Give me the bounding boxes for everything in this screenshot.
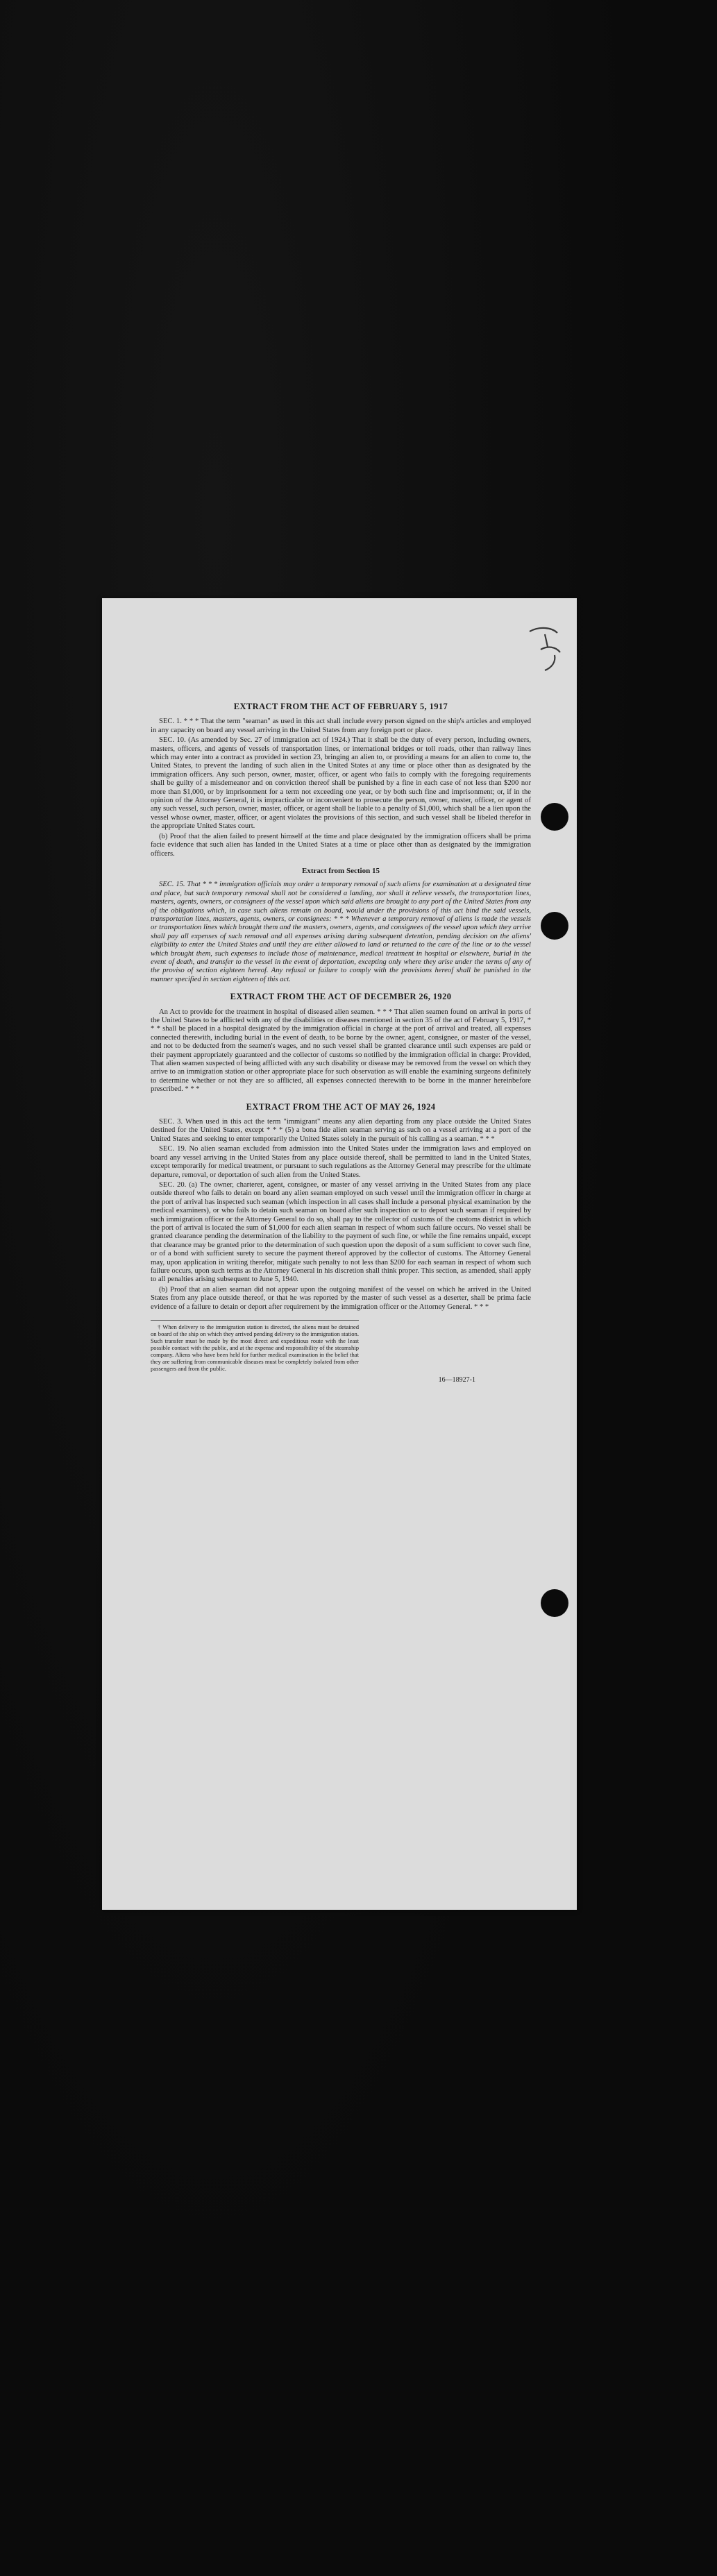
section-heading: EXTRACT FROM THE ACT OF DECEMBER 26, 1920 (230, 992, 452, 1002)
paragraph: (b) Proof that the alien failed to present himself at the time and place designated by the immigration officers shall be prima facie evidence that such alien has landed in the United States at a time or place other than as designated by the immigration officers. (151, 832, 531, 858)
footnote-text: † When delivery to the immigration station is directed, the aliens must be detained on board of the ship on which they arrived pending delivery to the immigration station. Such transfer must be made by the most direct and expeditious route with the least possible contact with the public, and at the expense and responsibility of the steamship company. Aliens who have been held for further medical examination in the belief that they are suffering from communicable diseases must be completely isolated from other passengers and from the public. (151, 1323, 359, 1372)
punch-hole-3 (541, 1589, 568, 1617)
section-subheading: Extract from Section 15 (302, 866, 380, 875)
paragraph: SEC. 15. That * * * immigration officials may order a temporary removal of such aliens for examination at a designated time and place, but such temporary removal shall not be considered a landing, nor shall it relieve vessels, the transportation lines, masters, agents, owners, or consignees of the vessel upon which said aliens are brought to any port of the United States from any of the obligations which, in case such aliens remain on board, would under the provisions of this act bind the said vessels, transportation lines, masters, agents, owners, or consignees: * * * Whenever a temporary removal of aliens is made the vessels or transportation lines which brought them and the masters, owners, agents, and consignees of the vessel upon which they arrive shall pay all expenses of such removal and all expenses arising during subsequent detention, pending decision on the aliens' eligibility to enter the United States and until they are either allowed to land or returned to the care of the line or to the vessel which brought them, such expenses to include those of maintenance, medical treatment in hospital or elsewhere, burial in the event of death, and transfer to the vessel in the event of deportation, excepting only where they arise under the terms of any of the proviso of section eighteen hereof. Any refusal or failure to comply with the provisions hereof shall be punished in the manner specified in section eighteen of this act. (151, 881, 531, 983)
footnote (151, 1320, 359, 1372)
section-act-1924 (151, 1103, 531, 1312)
paragraph: SEC. 19. No alien seaman excluded from admission into the United States under the immigration laws and employed on board any vessel arriving in the United States from any place outside thereof, shall be permitted to land in the United States, except temporarily for medical treatment, or pursuant to such regulations as the Attorney General may prescribe for the ultimate departure, removal, or deportation of such alien from the United States. (151, 1145, 531, 1179)
section-act-1917 (151, 702, 531, 858)
handwritten-marks (524, 619, 573, 675)
paragraph: SEC. 1. * * * That the term "seaman" as used in this act shall include every person signed on the ship's articles and employed in any capacity on board any vessel arriving in the United States from any foreign port or place. (151, 718, 531, 734)
paragraph: (b) Proof that an alien seaman did not appear upon the outgoing manifest of the vessel on which he arrived in the United States from any place outside thereof, or that he was reported by the master of such vessel as a deserter, shall be prima facie evidence of a failure to detain or deport after requirement by the immigration officer or the Attorney General. * * * (151, 1285, 531, 1311)
paragraph: SEC. 20. (a) The owner, charterer, agent, consignee, or master of any vessel arriving in the United States from any place outside thereof who fails to detain on board any alien seaman employed on such vessel until the immigration officer in charge at the port of arrival has inspected such seaman (which inspection in all cases shall include a personal physical examination by the medical examiners), or who fails to detain such seaman on board after such inspection or to deport such seaman if required by such immigration officer or the Attorney General to do so, shall pay to the collector of customs of the customs district in which the port of arrival is located the sum of $1,000 for each alien seaman in respect of whom such failure occurs. No vessel shall be granted clearance pending the determination of the liability to the payment of such fine, or while the fine remains unpaid, except that clearance may be granted prior to the determination of such question upon the deposit of a sum sufficient to cover such fine, or of a bond with sufficient surety to secure the payment thereof approved by the collector of customs. The Attorney General may, upon application in writing therefor, mitigate such penalty to not less than $200 for each seaman in respect of whom such failure occurs, upon such terms as the Attorney General in his discretion shall think proper. This section, as amended, shall apply to all penalties arising subsequent to June 5, 1940. (151, 1180, 531, 1284)
paragraph: An Act to provide for the treatment in hospital of diseased alien seamen. * * * That alien seamen found on arrival in ports of the United States to be afflicted with any of the disabilities or diseases mentioned in section 35 of the act of February 5, 1917, * * * shall be placed in a hospital designated by the immigration official in charge at the port of arrival and treated, all expenses connected therewith, including burial in the event of death, to be borne by the owner, agent, consignee, or master of the vessel, and not to be deducted from the seamen's wages, and no such vessel shall be granted clearance until such expenses are paid or their payment appropriately guaranteed and the collector of customs so notified by the immigration official in charge: Provided, That alien seamen suspected of being afflicted with any such disability or disease may be removed from the vessel on which they arrive to an immigration station or other appropriate place for such observation as will enable the examining surgeons definitely to determine whether or not they are so afflicted, all expenses connected therewith to be borne in the manner hereinbefore prescribed. * * * (151, 1008, 531, 1094)
form-number: 16—18927-1 (438, 1376, 475, 1384)
document-body (151, 702, 531, 1384)
section-extract-15 (151, 867, 531, 984)
section-heading: EXTRACT FROM THE ACT OF FEBRUARY 5, 1917 (233, 702, 448, 711)
paragraph: SEC. 10. (As amended by Sec. 27 of immigration act of 1924.) That it shall be the duty of every person, including owners, masters, officers, and agents of vessels of transportation lines, or international bridges or toll roads, other than railway lines which may enter into a contract as provided in section 23, bringing an alien to, or providing a means for an alien to come to, the United States, to prevent the landing of such alien in the United States at any time or place other than as designated by the immigration officers. Any such person, owner, master, officer, or agent who fails to comply with the foregoing requirements shall be guilty of a misdemeanor and on conviction thereof shall be punished by a fine in each case of not less than $200 nor more than $1,000, or by imprisonment for a term not exceeding one year, or by both such fine and imprisonment; or, if in the opinion of the Attorney General, it is impracticable or inconvenient to prosecute the person, owner, master, officer, or agent of any such vessel, such person, owner, master, officer, or agent shall be liable to a penalty of $1,000, which shall be a lien upon the vessel whose owner, master, officer, or agent violates the provisions of this section, and such vessel shall be libeled therefor in the appropriate United States court. (151, 736, 531, 831)
punch-hole-2 (541, 912, 568, 940)
paragraph: SEC. 3. When used in this act the term "immigrant" means any alien departing from any place outside the United States destined for the United States, except * * * (5) a bona fide alien seaman serving as such on a vessel arriving at a port of the United States and seeking to enter temporarily the United States solely in the pursuit of his calling as a seaman. * * * (151, 1118, 531, 1143)
section-heading: EXTRACT FROM THE ACT OF MAY 26, 1924 (246, 1101, 436, 1112)
punch-hole-1 (541, 803, 568, 831)
document-page (102, 598, 577, 1910)
section-act-1920 (151, 992, 531, 1094)
